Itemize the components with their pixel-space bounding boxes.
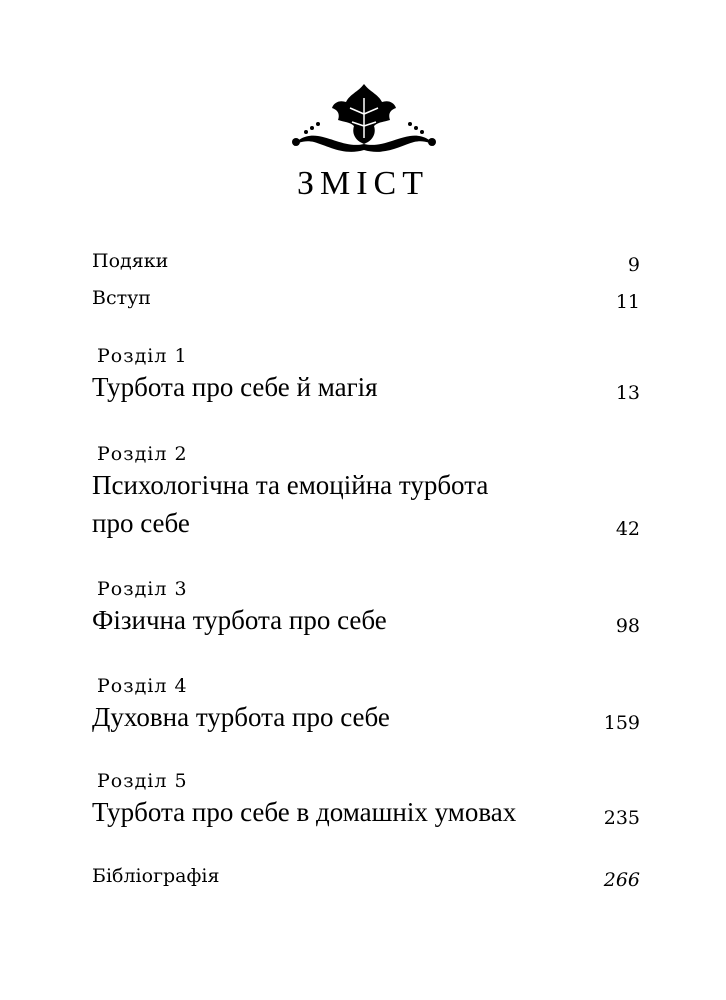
- chapter-2-page: 42: [615, 518, 640, 540]
- page-title: ЗМІСТ: [296, 165, 430, 202]
- chapter-4-page: 159: [603, 712, 640, 734]
- chapter-5-page: 235: [603, 807, 640, 829]
- chapter-1-label: Розділ 1: [97, 345, 188, 367]
- chapter-1-page: 13: [615, 382, 640, 404]
- toc-entry-label: Вступ: [92, 287, 151, 309]
- chapter-2-title-line-1[interactable]: Психологічна та емоційна турбота: [92, 470, 489, 500]
- chapter-2-label: Розділ 2: [97, 443, 188, 465]
- chapter-3-page: 98: [615, 615, 640, 637]
- toc-entry-page: 266: [603, 869, 640, 891]
- chapter-2-title-line-2[interactable]: про себе: [92, 508, 190, 538]
- toc-entry-page: 11: [615, 291, 640, 313]
- chapter-4-title[interactable]: Духовна турбота про себе: [92, 702, 390, 732]
- toc-entry-introduction[interactable]: [92, 287, 640, 313]
- chapter-5-title[interactable]: Турбота про себе в домашніх умовах: [92, 797, 517, 827]
- chapter-5-label: Розділ 5: [97, 770, 188, 792]
- toc-entry-label: Подяки: [92, 250, 169, 272]
- toc-entry-label: Бібліографія: [92, 865, 220, 887]
- leaf-ornament-icon: [288, 78, 440, 160]
- chapter-4-label: Розділ 4: [97, 675, 188, 697]
- toc-entry-page: 9: [627, 254, 640, 276]
- toc-entry-acknowledgements[interactable]: [92, 250, 640, 276]
- chapter-3-label: Розділ 3: [97, 578, 188, 600]
- chapter-1-title[interactable]: Турбота про себе й магія: [92, 372, 378, 402]
- toc-entry-bibliography[interactable]: [92, 865, 640, 891]
- chapter-3-title[interactable]: Фізична турбота про себе: [92, 605, 387, 635]
